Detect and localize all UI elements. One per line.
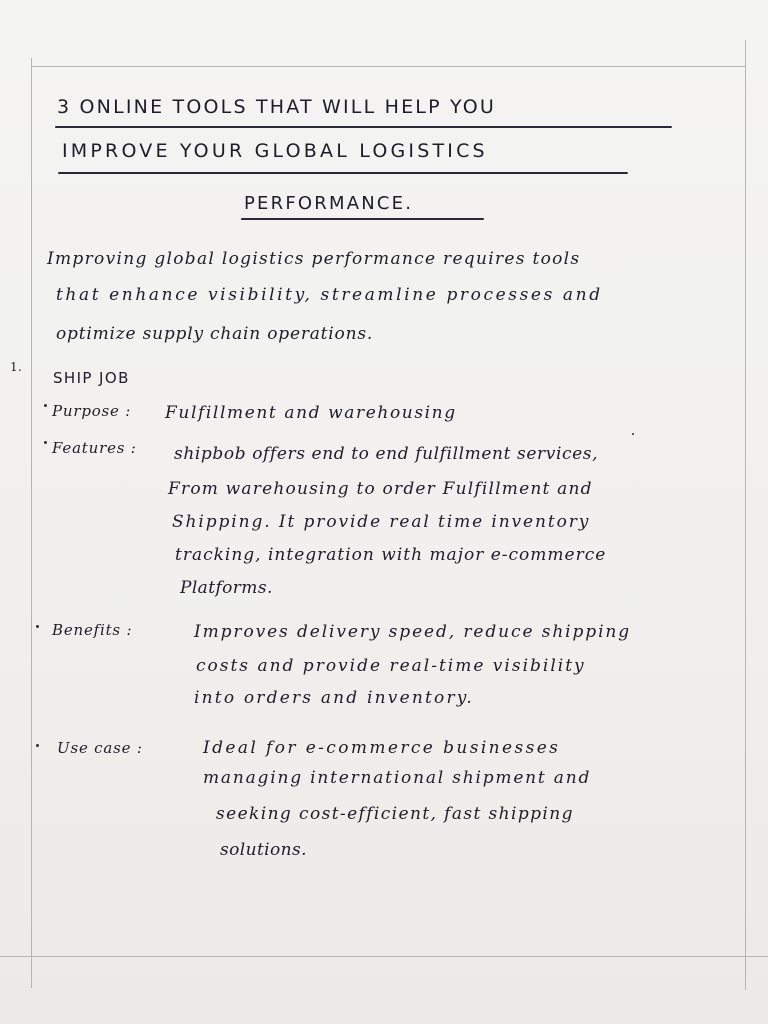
features-line-4: tracking, integration with major e-commerce [175, 545, 607, 565]
title-underline-3 [241, 218, 484, 220]
top-rule [31, 66, 746, 67]
features-label: Features : [52, 439, 137, 457]
benefits-line-1: Improves delivery speed, reduce shipping [194, 622, 632, 642]
title-underline-1 [55, 126, 672, 128]
bullet-purpose [44, 404, 47, 407]
benefits-line-3: into orders and inventory. [194, 688, 474, 708]
intro-line-1: Improving global logistics performance requires tools [47, 249, 581, 269]
item-number: 1. [10, 360, 23, 374]
bottom-rule [0, 956, 768, 957]
bullet-benefits [36, 625, 39, 628]
margin-line-right [745, 40, 746, 990]
tool-name: SHIP JOB [53, 369, 130, 387]
features-line-1: shipbob offers end to end fulfillment services, [174, 444, 599, 464]
ink-speck [632, 433, 634, 435]
title-underline-2 [58, 172, 628, 174]
title-line-3: PERFORMANCE. [244, 193, 414, 214]
intro-line-2: that enhance visibility, streamline processes and [56, 285, 603, 305]
title-line-2: IMPROVE YOUR GLOBAL LOGISTICS [62, 140, 488, 162]
features-line-5: Platforms. [180, 578, 273, 598]
benefits-label: Benefits : [52, 621, 133, 639]
use-case-line-2: managing international shipment and [203, 768, 592, 788]
title-line-1: 3 ONLINE TOOLS THAT WILL HELP YOU [57, 96, 497, 118]
margin-line-left [31, 58, 32, 988]
intro-line-3: optimize supply chain operations. [56, 324, 374, 344]
bullet-features [44, 441, 47, 444]
use-case-line-1: Ideal for e-commerce businesses [203, 738, 561, 758]
purpose-text: Fulfillment and warehousing [165, 403, 457, 423]
purpose-label: Purpose : [52, 402, 132, 420]
features-line-3: Shipping. It provide real time inventory [172, 512, 591, 532]
use-case-line-4: solutions. [220, 840, 307, 860]
use-case-label: Use case : [57, 739, 143, 757]
use-case-line-3: seeking cost-efficient, fast shipping [216, 804, 574, 824]
benefits-line-2: costs and provide real-time visibility [196, 656, 586, 676]
features-line-2: From warehousing to order Fulfillment and [168, 479, 593, 499]
bullet-use-case [36, 744, 39, 747]
